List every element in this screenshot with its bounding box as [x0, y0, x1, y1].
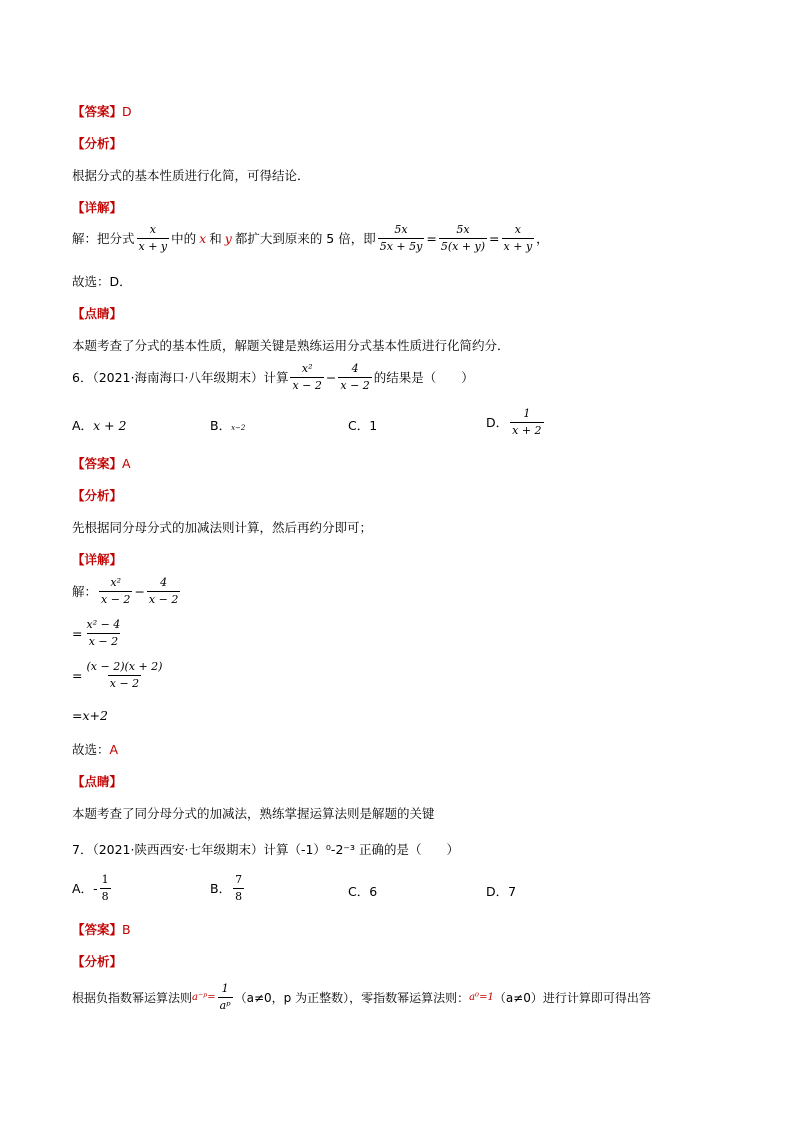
- question-stem: 6．（2021·海南海口·八年级期末）计算: [72, 370, 289, 386]
- q5-detail-line: [72, 223, 549, 254]
- question-stem: 的结果是（ ）: [373, 370, 474, 386]
- fraction: $\frac{x}{x + y}$: [503, 223, 533, 253]
- answer-tag: 【答案】: [72, 922, 123, 937]
- minus-sign: −: [325, 369, 337, 385]
- analysis-tag: 【分析】: [72, 136, 123, 151]
- comment-tag: 【点睛】: [72, 306, 123, 321]
- rule-zero-exponent: a⁰=1: [469, 991, 494, 1003]
- fraction: $\frac{1}{x + 2}$: [512, 407, 542, 437]
- q6-step1: [72, 576, 182, 607]
- option-c: C．6: [348, 884, 378, 899]
- answer-value: B: [122, 922, 131, 937]
- q7-analysis-tag: [72, 952, 122, 970]
- option-d: D． $\frac{1}{x + 2}$: [486, 407, 542, 437]
- option-c: C．1: [348, 418, 378, 433]
- q5-detail-tag: [72, 198, 122, 216]
- q5-comment-text: 本题考查了分式的基本性质，解题关键是熟练运用分式基本性质进行化简约分．: [72, 338, 510, 353]
- q6-step4: =x+2: [72, 708, 108, 723]
- q6-choice: 故选：A: [72, 742, 119, 757]
- fraction: $\frac{5x}{5(x + y)}$: [440, 223, 486, 253]
- q5-answer-line: [72, 102, 132, 120]
- answer-tag: 【答案】: [72, 456, 123, 471]
- fraction: $\frac{\text{x²}}{x - 2}$: [292, 362, 322, 392]
- detail-text: 都扩大到原来的 5 倍，即: [234, 231, 376, 247]
- equals-sign: =: [426, 230, 437, 246]
- detail-tag: 【详解】: [72, 552, 123, 567]
- fraction: $\frac{1}{8}$: [101, 873, 109, 903]
- fraction: $\frac{5x}{5x + 5y}$: [379, 223, 423, 253]
- q5-choice: 故选：D．: [72, 274, 132, 289]
- q6-analysis-text: 先根据同分母分式的加减法则计算，然后再约分即可；: [72, 520, 373, 535]
- fraction: $\frac{7}{8}$: [235, 873, 243, 903]
- fraction: $\frac{4}{x - 2}$: [148, 576, 179, 606]
- rule-lhs: a⁻ᵖ=: [192, 991, 216, 1003]
- equals-sign: =: [489, 230, 500, 246]
- detail-text: 中的: [171, 231, 197, 247]
- option-d: D．7: [486, 884, 517, 899]
- q6-analysis-tag: [72, 486, 122, 504]
- option-a: A． - $\frac{1}{8}$: [72, 873, 109, 903]
- comment-tag: 【点睛】: [72, 774, 123, 789]
- variable-y: y: [224, 230, 232, 246]
- fraction: $\frac{1}{\text{aᵖ}}$: [219, 982, 231, 1012]
- fraction: $\frac{\text{x² − 4}}{x - 2}$: [86, 618, 121, 648]
- q6-stem: [72, 362, 474, 393]
- option-b: B．x−2: [210, 418, 246, 433]
- q5-comment-tag: [72, 304, 122, 322]
- fraction: $\frac{4}{x - 2}$: [340, 362, 370, 392]
- minus-sign: −: [134, 583, 145, 599]
- equals-sign: =: [72, 625, 83, 641]
- q6-comment-text: 本题考查了同分母分式的加减法，熟练掌握运算法则是解题的关键: [72, 806, 435, 821]
- analysis-tag: 【分析】: [72, 488, 123, 503]
- q6-step2: [72, 618, 124, 649]
- solution-prefix: 解：: [72, 584, 98, 600]
- option-a: A．x + 2: [72, 418, 127, 433]
- fraction: $\frac{(x - 2)(x + 2)}{x - 2}$: [86, 660, 163, 690]
- answer-value: D: [122, 104, 132, 119]
- q7-analysis-line: 根据负指数幂运算法则 a⁻ᵖ= $\frac{1}{\text{aᵖ}}$ （a≠0，p 为正整数），零指数幂运算法则： a⁰=1 （a≠0）进行计算即可得出答: [72, 982, 651, 1012]
- variable-x: x: [199, 230, 207, 246]
- q5-analysis-tag: [72, 134, 122, 152]
- q5-analysis-text: 根据分式的基本性质进行化简，可得结论．: [72, 168, 310, 183]
- q7-stem: 7．（2021·陕西西安·七年级期末）计算（-1）⁰-2⁻³ 正确的是（ ）: [72, 842, 459, 857]
- q6-options: [72, 407, 772, 446]
- q6-detail-tag: [72, 550, 122, 568]
- detail-text: ，: [536, 231, 549, 247]
- detail-tag: 【详解】: [72, 200, 123, 215]
- analysis-tag: 【分析】: [72, 954, 123, 969]
- q6-comment-tag: [72, 772, 122, 790]
- detail-prefix: 解：把分式: [72, 231, 135, 247]
- detail-text: 和: [209, 231, 222, 247]
- answer-value: A: [122, 456, 131, 471]
- q6-step3: [72, 660, 166, 691]
- fraction: $\frac{x}{x + y}$: [138, 223, 168, 253]
- q7-answer-line: [72, 920, 131, 938]
- equals-sign: =: [72, 667, 83, 683]
- choice-value: A: [109, 742, 119, 757]
- q6-answer-line: [72, 454, 131, 472]
- answer-tag: 【答案】: [72, 104, 123, 119]
- fraction: $\frac{\text{x²}}{x - 2}$: [101, 576, 131, 606]
- option-b: B． $\frac{7}{8}$: [210, 873, 243, 903]
- q7-options: [72, 873, 772, 912]
